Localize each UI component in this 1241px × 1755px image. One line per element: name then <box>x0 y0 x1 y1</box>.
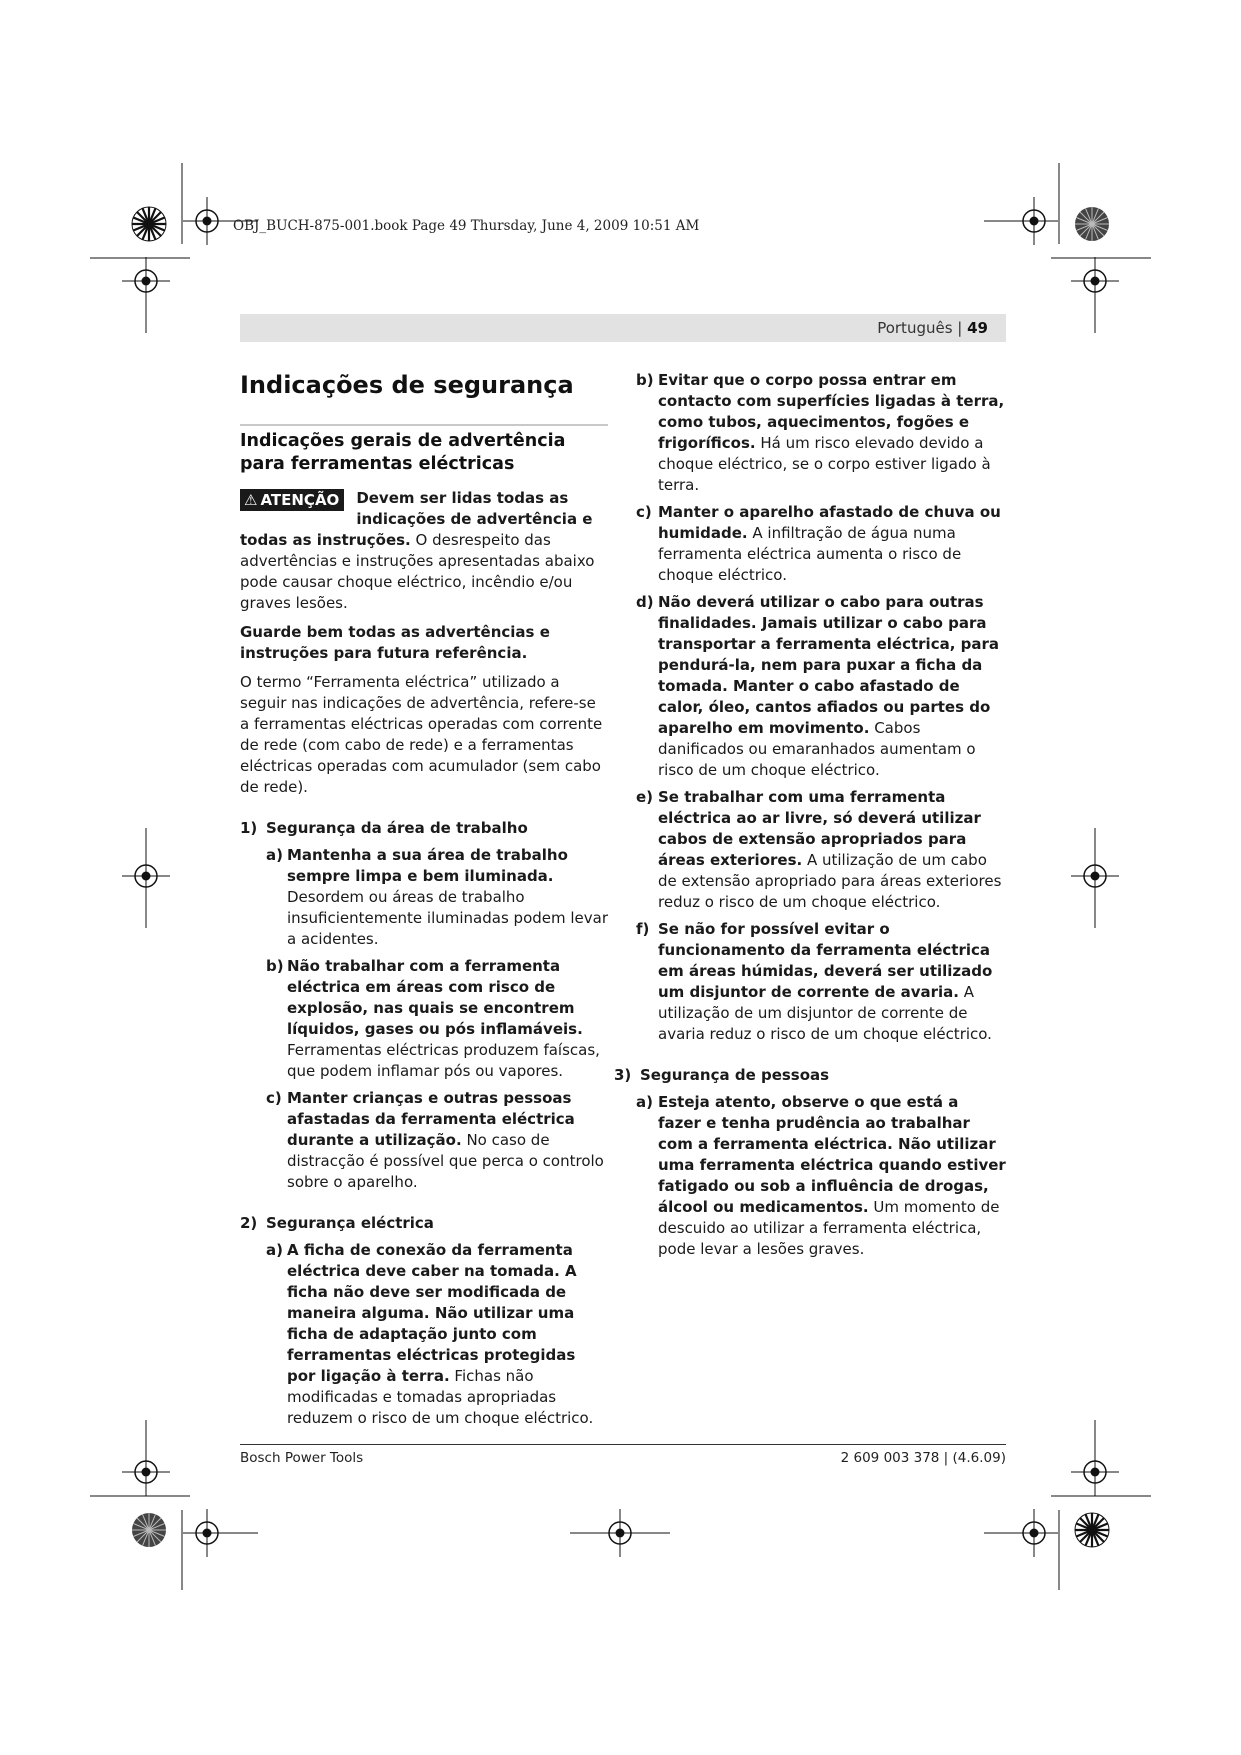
list-item <box>240 1088 608 1193</box>
item-bold: Se trabalhar com uma ferramenta eléctrica ao ar livre, só deverá utilizar cabos de extensão apropriados para áreas exteriores. <box>658 788 981 869</box>
item-text: Cabos danificados ou emaranhados aumentam o risco de um choque eléctrico. <box>658 719 976 779</box>
item-bold: Manter crianças e outras pessoas afastadas da ferramenta eléctrica durante a utilização. <box>287 1089 575 1149</box>
item-label: a) <box>266 1241 283 1259</box>
item-label: e) <box>636 788 654 806</box>
item-text: Desordem ou áreas de trabalho insuficientemente iluminadas podem levar a acidentes. <box>287 888 609 948</box>
warning-badge-label: ATENÇÃO <box>260 491 340 509</box>
right-column <box>614 370 1006 1266</box>
item-label: d) <box>636 593 654 611</box>
item-bold: Não deverá utilizar o cabo para outras finalidades. Jamais utilizar o cabo para transportar a ferramenta eléctrica, para pendurá-la, nem para puxar a ficha da tomada. Manter o cabo afastado de calor, óleo, cantos afiados ou partes do aparelho em movimento. <box>658 593 1000 737</box>
section-subtitle: Indicações gerais de advertência para ferramentas eléctricas <box>240 431 566 474</box>
item-bold: Não trabalhar com a ferramenta eléctrica em áreas com risco de explosão, nas quais se encontrem líquidos, gases ou pós inflamáveis. <box>287 957 583 1038</box>
print-slug: OBJ_BUCH-875-001.book Page 49 Thursday, June 4, 2009 10:51 AM <box>233 218 700 234</box>
list-item <box>636 592 1006 781</box>
section-heading <box>240 818 608 839</box>
list-item <box>636 919 1006 1045</box>
footer-brand: Bosch Power Tools <box>240 1450 364 1466</box>
keep-instructions: Guarde bem todas as advertências e instruções para futura referência. <box>240 623 550 662</box>
list-item <box>636 1092 1006 1260</box>
item-text: Fichas não modificadas e tomadas apropriadas reduzem o risco de um choque eléctrico. <box>287 1367 594 1427</box>
item-text: Há um risco elevado devido a choque eléctrico, se o corpo estiver ligado à terra. <box>658 434 991 494</box>
item-label: b) <box>266 957 284 975</box>
item-bold: Manter o aparelho afastado de chuva ou humidade. <box>658 503 1001 542</box>
item-text: Ferramentas eléctricas produzem faíscas, que podem inflamar pós ou vapores. <box>287 1041 600 1080</box>
item-label: c) <box>266 1089 282 1107</box>
warning-badge <box>240 489 344 511</box>
item-text: No caso de distracção é possível que perca o controlo sobre o aparelho. <box>287 1131 604 1191</box>
warning-bold: Devem ser lidas todas as indicações de advertência e todas as instruções. <box>240 489 593 549</box>
page-title: Indicações de segurança <box>240 371 574 399</box>
header-separator: | <box>952 319 968 337</box>
header-language: Português <box>877 319 953 337</box>
item-bold: Se não for possível evitar o funcionamento da ferramenta eléctrica em áreas húmidas, deverá ser utilizado um disjuntor de corrente de avaria. <box>658 920 993 1001</box>
item-bold: A ficha de conexão da ferramenta eléctrica deve caber na tomada. A ficha não deve ser modificada de maneira alguma. Não utilizar uma ficha de adaptação junto com ferramentas eléctricas protegidas por ligação à terra. <box>287 1241 577 1385</box>
warning-triangle-icon: ⚠ <box>244 491 258 509</box>
section-title: Segurança eléctrica <box>266 1214 434 1232</box>
item-label: a) <box>266 846 283 864</box>
section-number: 3) <box>614 1066 632 1084</box>
item-bold: Esteja atento, observe o que está a fazer e tenha prudência ao trabalhar com a ferramenta eléctrica. Não utilizar uma ferramenta eléctrica quando estiver fatigado ou sob a influência de drogas, álcool ou medicamentos. <box>658 1093 1006 1216</box>
item-bold: Mantenha a sua área de trabalho sempre limpa e bem iluminada. <box>287 846 568 885</box>
header-text <box>877 319 988 337</box>
item-label: b) <box>636 371 654 389</box>
page-header <box>240 314 1006 342</box>
warning-text: O desrespeito das advertências e instruções apresentadas abaixo pode causar choque eléctrico, incêndio e/ou graves lesões. <box>240 531 595 612</box>
section-heading <box>240 1213 608 1234</box>
item-label: a) <box>636 1093 653 1111</box>
list-item <box>240 845 608 950</box>
item-label: f) <box>636 920 650 938</box>
section-number: 1) <box>240 819 258 837</box>
list-item <box>240 1240 608 1429</box>
item-label: c) <box>636 503 652 521</box>
section-title: Segurança da área de trabalho <box>266 819 528 837</box>
subtitle-rule <box>240 424 608 426</box>
section-title: Segurança de pessoas <box>640 1066 830 1084</box>
page-number: 49 <box>967 319 988 337</box>
left-column <box>240 370 608 1435</box>
item-bold: Evitar que o corpo possa entrar em contacto com superfícies ligadas à terra, como tubos, aquecimentos, fogões e frigoríficos. <box>658 371 1005 452</box>
list-item <box>240 956 608 1082</box>
footer-rule <box>240 1444 1006 1445</box>
section-heading <box>614 1065 1006 1086</box>
warning-paragraph <box>240 488 608 614</box>
list-item <box>636 370 1006 496</box>
item-text: Um momento de descuido ao utilizar a ferramenta eléctrica, pode levar a lesões graves. <box>658 1198 1000 1258</box>
item-text: A infiltração de água numa ferramenta eléctrica aumenta o risco de choque eléctrico. <box>658 524 962 584</box>
footer-doc-number: 2 609 003 378 | (4.6.09) <box>840 1450 1006 1466</box>
item-text: A utilização de um cabo de extensão apropriado para áreas exteriores reduz o risco de um choque eléctrico. <box>658 851 1002 911</box>
section-number: 2) <box>240 1214 258 1232</box>
list-item <box>636 502 1006 586</box>
list-item <box>636 787 1006 913</box>
item-text: A utilização de um disjuntor de corrente de avaria reduz o risco de um choque eléctrico. <box>658 983 992 1043</box>
intro-paragraph: O termo “Ferramenta eléctrica” utilizado a seguir nas indicações de advertência, refere-se a ferramentas eléctricas operadas com corrente de rede (com cabo de rede) e a ferramentas eléctricas operadas com acumulador (sem cabo de rede). <box>240 673 603 796</box>
